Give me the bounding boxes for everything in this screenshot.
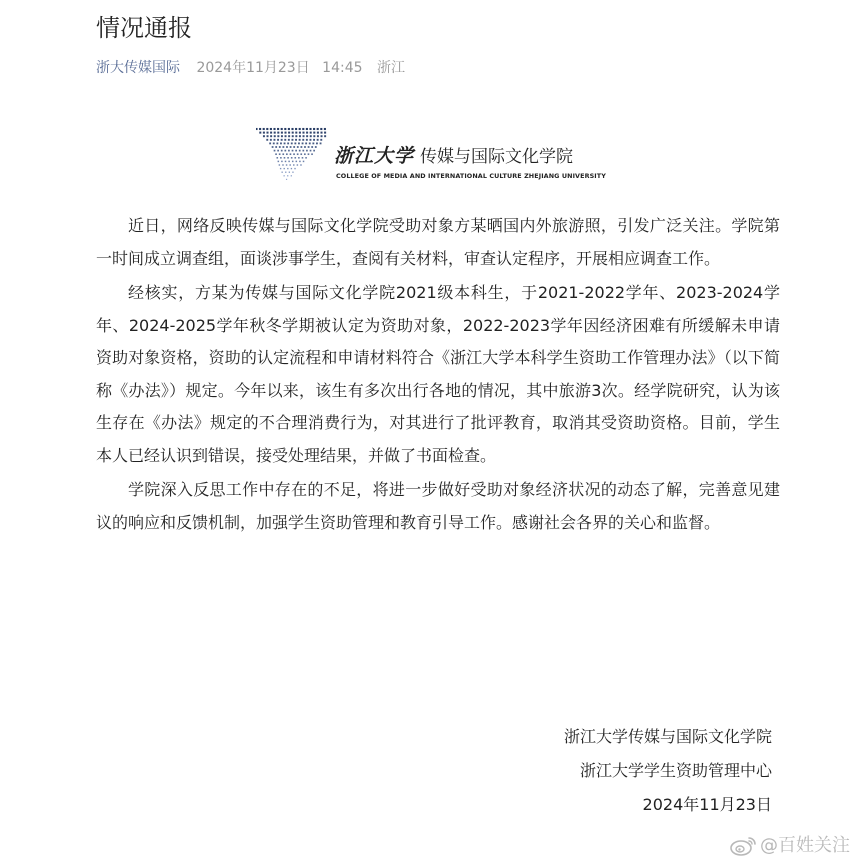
logo-university-name: 浙江大学 bbox=[334, 145, 415, 167]
publish-date: 2024年11月23日 bbox=[196, 60, 310, 76]
logo-brand-text bbox=[334, 144, 573, 169]
publish-location: 浙江 bbox=[376, 60, 405, 76]
signature-org-2: 浙江大学学生资助管理中心 bbox=[579, 761, 772, 780]
paragraph: 经核实，方某为传媒与国际文化学院2021级本科生，于2021-2022学年、2023-2024学年、2024-2025学年秋冬学期被认定为资助对象，2022-2023学年因经济困难有所缓解未申请资助对象资格，资助的认定流程和申请材料符合《浙江大学本科学生资助工作管理办法》（以下简称《办法》）规定。今年以来，该生有多次出行各地的情况，其中旅游3次。经学院研究，认为该生存在《办法》规定的不合理消费行为，对其进行了批评教育，取消其受资助资格。目前，学生本人已经认识到错误，接受处理结果，并做了书面检查。 bbox=[96, 283, 780, 465]
logo-college-name: 传媒与国际文化学院 bbox=[420, 147, 574, 167]
college-logo bbox=[256, 126, 606, 186]
logo-english-name: COLLEGE OF MEDIA AND INTERNATIONAL CULTURE ZHEJIANG UNIVERSITY bbox=[336, 172, 606, 180]
article-meta bbox=[96, 58, 405, 78]
signature-org-1: 浙江大学传媒与国际文化学院 bbox=[563, 727, 772, 746]
paragraph: 近日，网络反映传媒与国际文化学院受助对象方某晒国内外旅游照，引发广泛关注。学院第一时间成立调查组，面谈涉事学生，查阅有关材料，审查认定程序，开展相应调查工作。 bbox=[96, 216, 780, 268]
paragraph: 学院深入反思工作中存在的不足，将进一步做好受助对象经济状况的动态了解，完善意见建议的响应和反馈机制，加强学生资助管理和教育引导工作。感谢社会各界的关心和监督。 bbox=[96, 480, 780, 532]
page-title: 情况通报 bbox=[96, 14, 192, 42]
signature-date: 2024年11月23日 bbox=[642, 795, 772, 814]
account-name-link[interactable]: 浙大传媒国际 bbox=[96, 60, 180, 76]
weibo-watermark bbox=[730, 834, 850, 858]
watermark-text: @百姓关注 bbox=[760, 835, 850, 856]
publish-time: 14:45 bbox=[322, 60, 363, 76]
weibo-icon bbox=[730, 835, 758, 857]
zju-emblem-icon bbox=[256, 126, 328, 186]
article-body bbox=[96, 210, 780, 541]
